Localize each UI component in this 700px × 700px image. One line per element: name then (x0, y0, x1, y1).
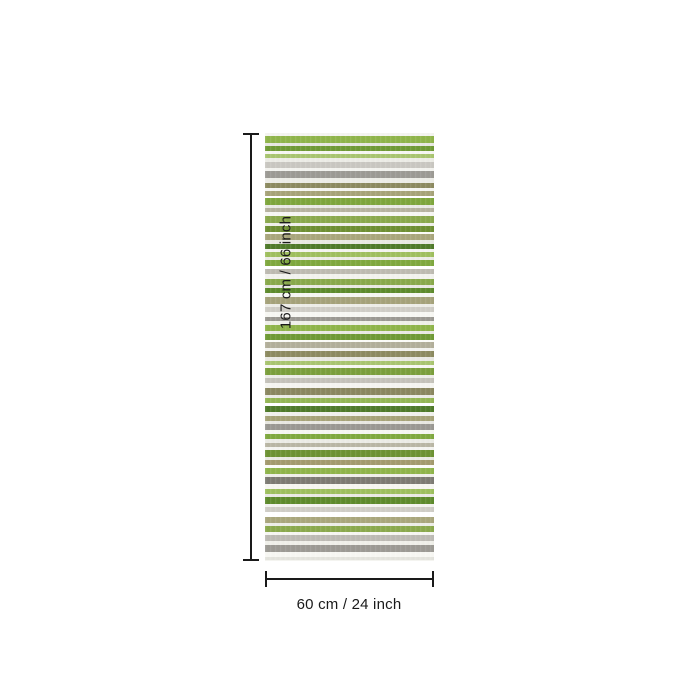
rug-stripe (265, 388, 434, 395)
rug-stripe (265, 477, 434, 484)
width-dimension-label: 60 cm / 24 inch (296, 596, 402, 613)
length-dimension-cap-top (243, 133, 259, 135)
width-dimension-cap-right (432, 571, 434, 587)
width-dimension-cap-left (265, 571, 267, 587)
length-dimension-label: 167 cm / 66 inch (277, 215, 295, 330)
length-dimension-cap-bottom (243, 559, 259, 561)
width-dimension-line (265, 578, 434, 580)
rug-stripe (265, 171, 434, 178)
length-dimension-line (250, 133, 252, 561)
rug-stripe (265, 557, 434, 560)
rug-stripe (265, 545, 434, 552)
